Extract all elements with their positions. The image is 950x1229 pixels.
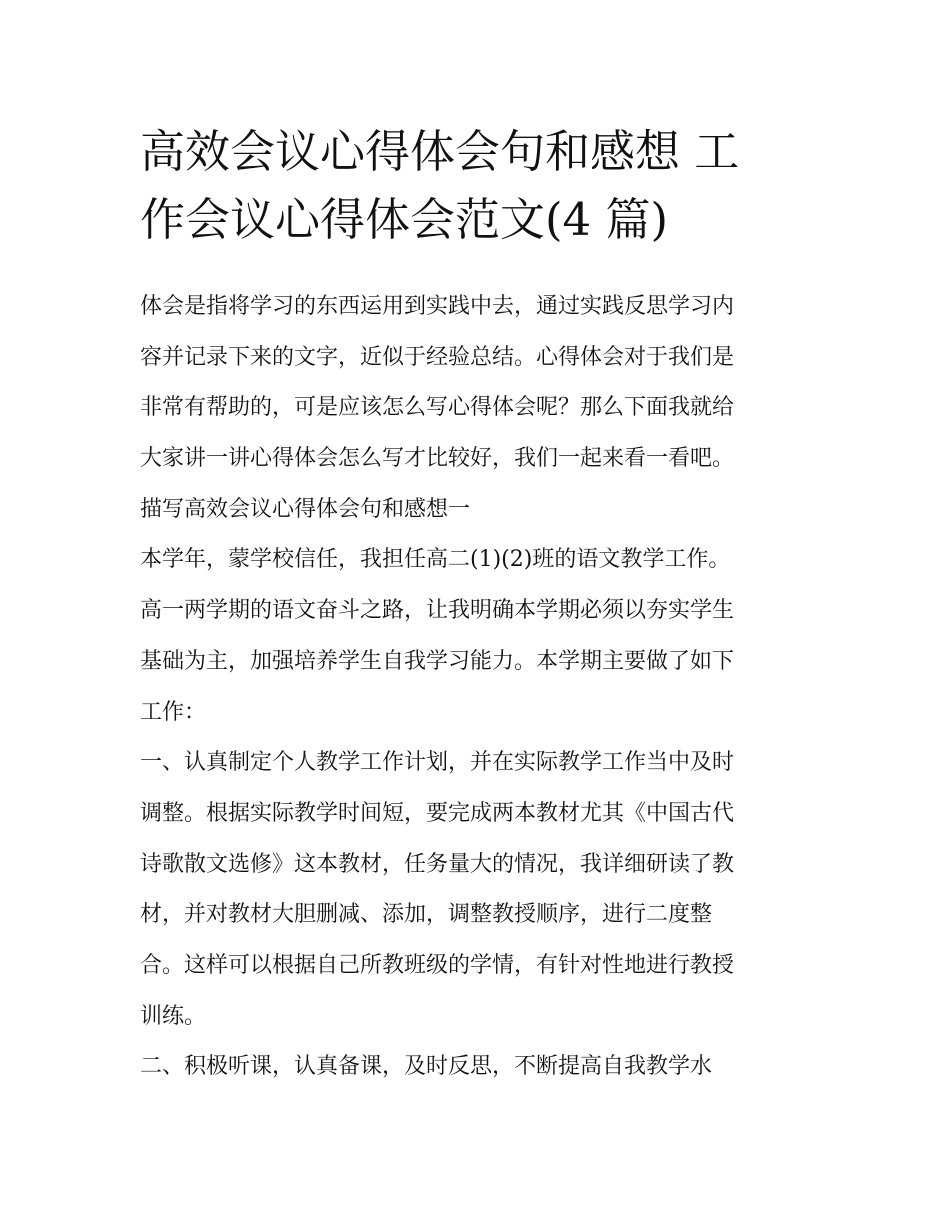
intro-line: 体会是指将学习的东西运用到实践中去，通过实践反思学习内: [140, 294, 735, 319]
paragraph-line: 训练。: [140, 1003, 207, 1029]
paragraph-line: 一、认真制定个人教学工作计划，并在实际教学工作当中及时: [140, 750, 735, 776]
intro-line: 大家讲一讲心得体会怎么写才比较好，我们一起来看一看吧。: [140, 446, 735, 472]
paragraph-line: 工作：: [140, 699, 207, 725]
paragraph-line: 高一两学期的语文奋斗之路，让我明确本学期必须以夯实学生: [140, 598, 735, 624]
paragraph-line: 基础为主，加强培养学生自我学习能力。本学期主要做了如下: [140, 648, 735, 674]
section-heading: 描写高效会议心得体会句和感想一: [140, 496, 471, 522]
intro-line: 非常有帮助的，可是应该怎么写心得体会呢？那么下面我就给: [140, 395, 735, 421]
paragraph-line: 二、积极听课，认真备课，及时反思，不断提高自我教学水: [140, 1054, 713, 1080]
title-line: 高效会议心得体会句和感想 工: [140, 125, 740, 178]
paragraph-line: 调整。根据实际教学时间短，要完成两本教材尤其《中国古代: [140, 800, 735, 826]
title-line: 作会议心得体会范文(4 篇): [140, 193, 669, 246]
document-body: [140, 282, 824, 1093]
paragraph-line: 本学年，蒙学校信任，我担任高二(1)(2)班的语文教学工作。: [140, 547, 731, 573]
intro-line: 容并记录下来的文字，近似于经验总结。心得体会对于我们是: [140, 344, 735, 370]
document-title: [140, 118, 820, 254]
paragraph-line: 合。这样可以根据自己所教班级的学情，有针对性地进行教授: [140, 952, 735, 978]
paragraph-line: 诗歌散文选修》这本教材，任务量大的情况，我详细研读了教: [140, 851, 735, 877]
paragraph-line: 材，并对教材大胆删减、添加，调整教授顺序，进行二度整: [140, 902, 713, 928]
